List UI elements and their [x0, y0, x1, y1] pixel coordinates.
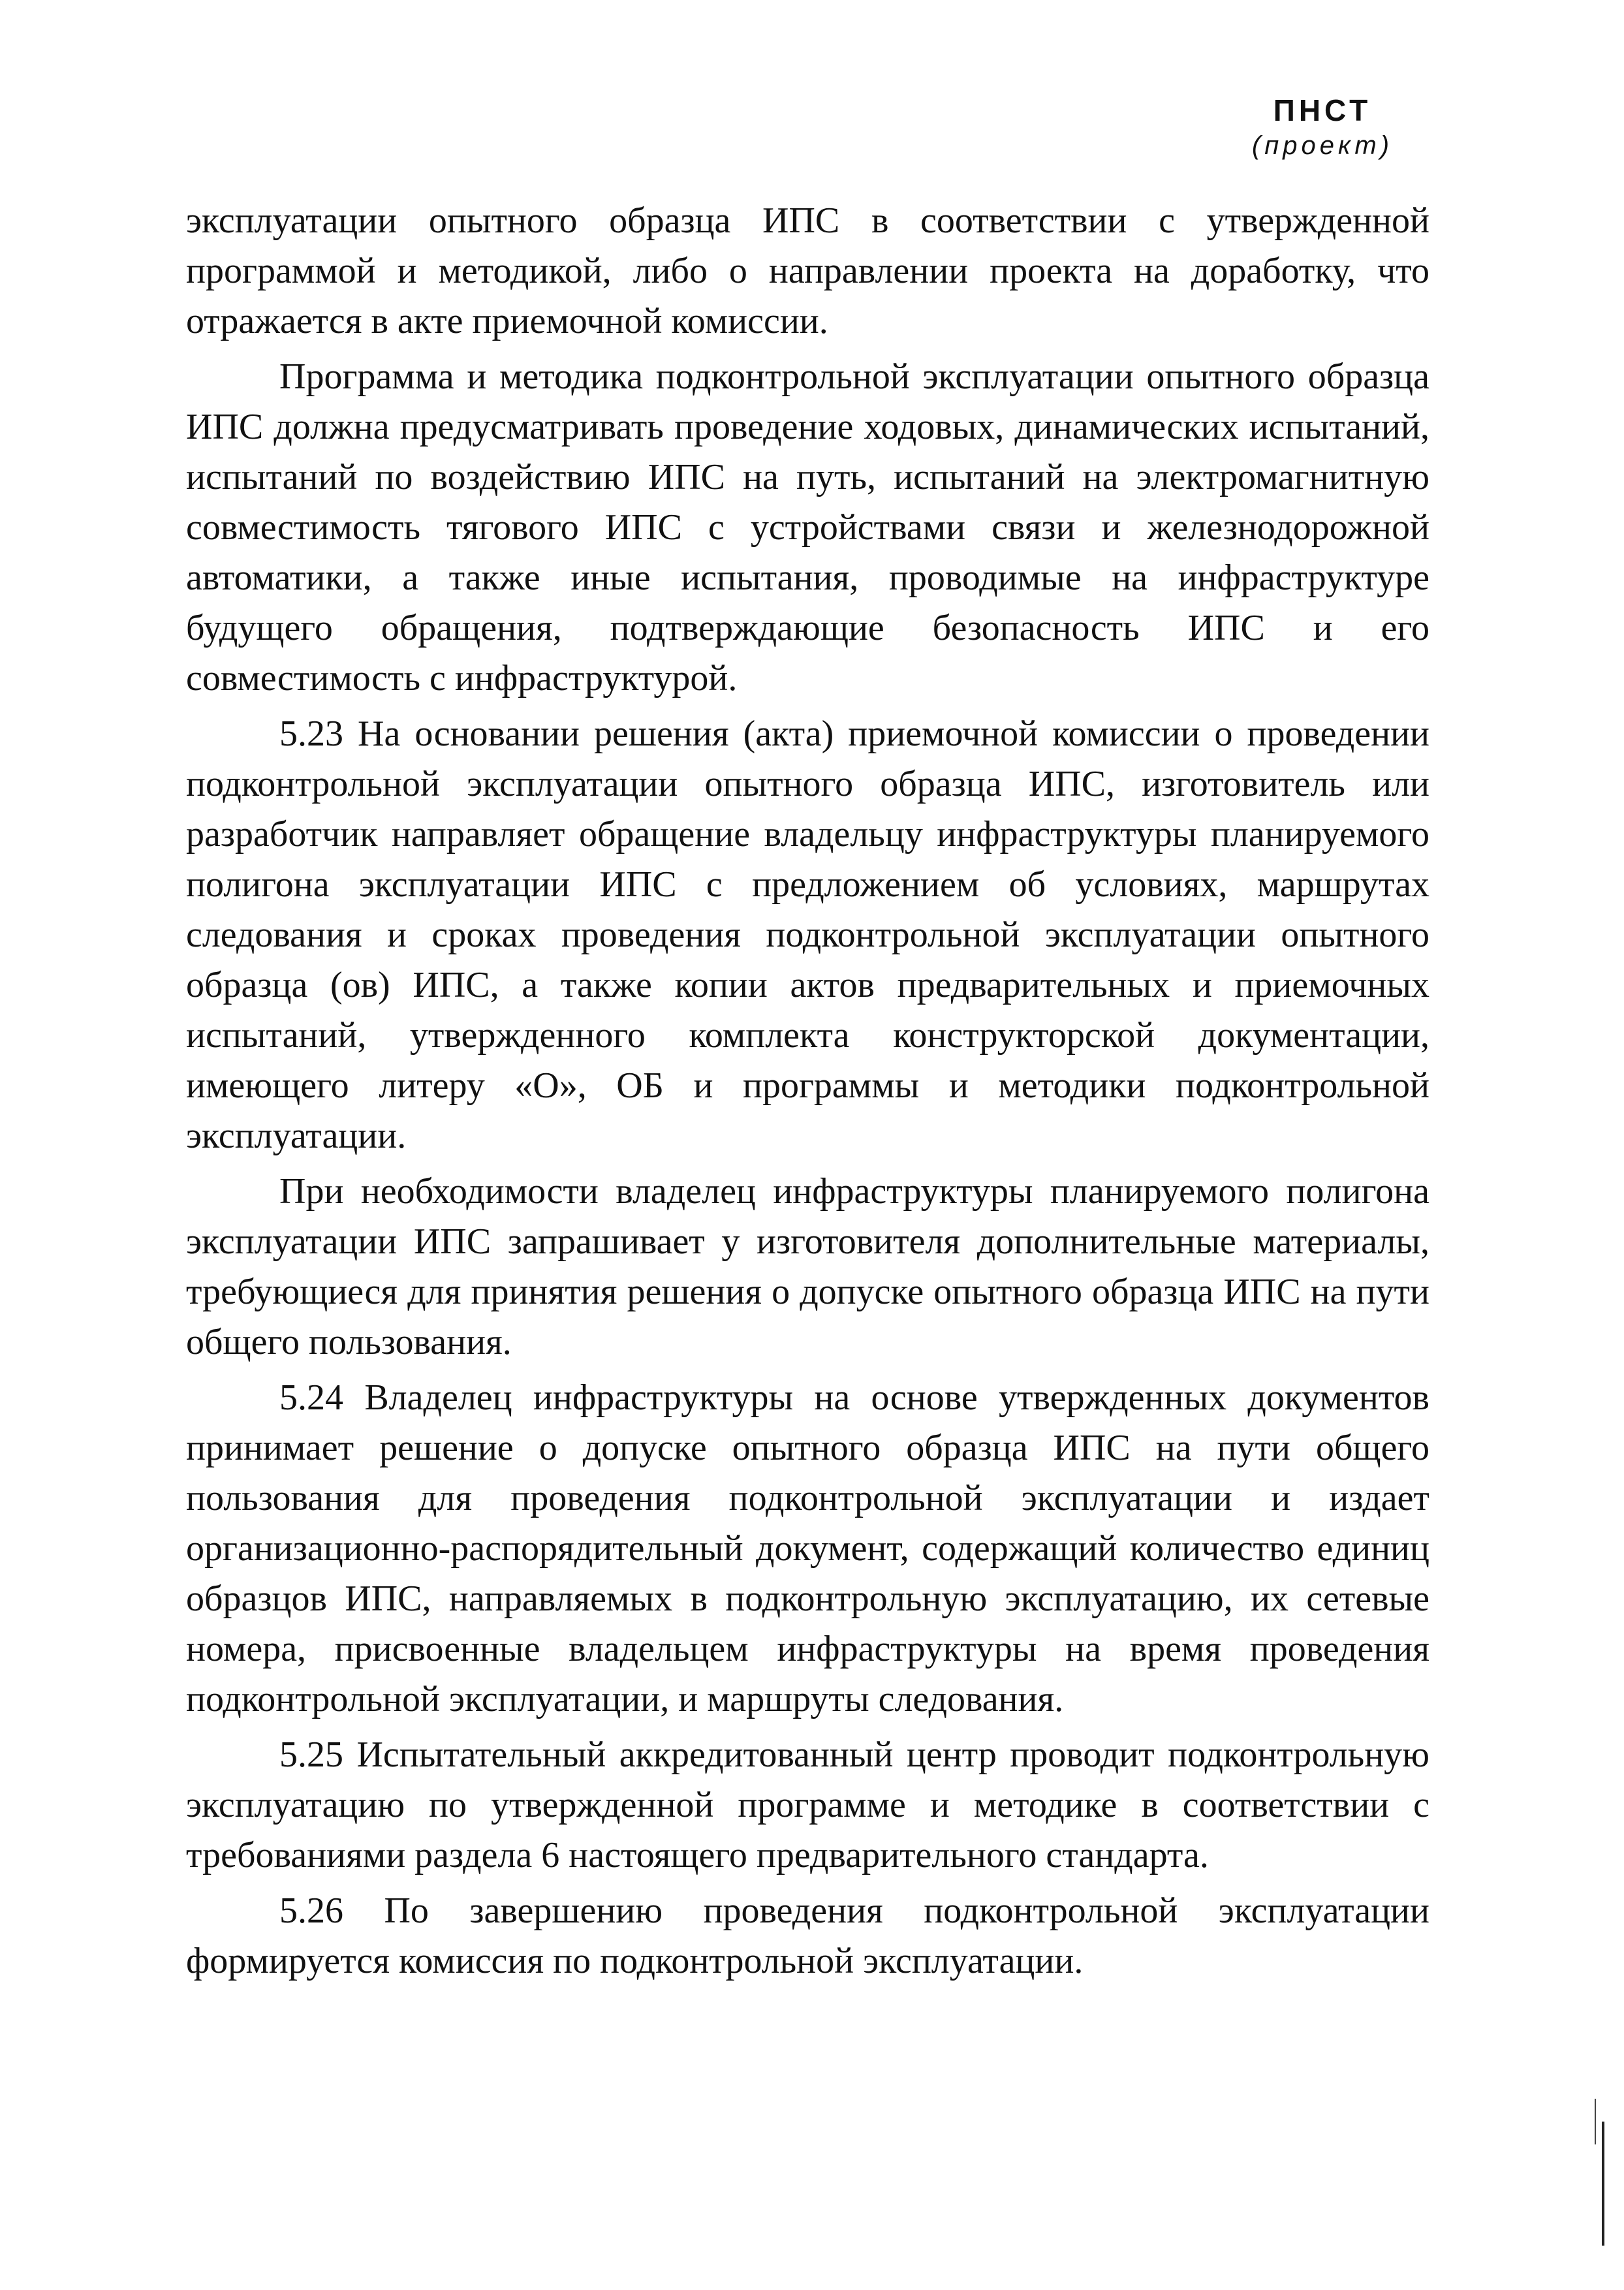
- draft-status-label: (проект): [1251, 131, 1394, 160]
- paragraph-5-26: 5.26 По завершению проведения подконтрольной эксплуатации формируется комиссия по подконтрольной эксплуатации.: [186, 1890, 1429, 1981]
- paragraph-5-25: 5.25 Испытательный аккредитованный центр проводит подконтрольную эксплуатацию по утвержденной программе и методике в соответствии с требованиями раздела 6 настоящего предварительного стандарта.: [186, 1734, 1429, 1875]
- paragraph-owner-request: При необходимости владелец инфраструктуры планируемого полигона эксплуатации ИПС запрашивает у изготовителя дополнительные материалы, требующиеся для принятия решения о допуске опытного образца ИПС на пути общего пользования.: [186, 1171, 1429, 1362]
- document-header: [1244, 91, 1401, 162]
- paragraph-continuation: эксплуатации опытного образца ИПС в соответствии с утвержденной программой и методикой, либо о направлении проекта на доработку, что отражается в акте приемочной комиссии.: [186, 200, 1429, 341]
- paragraph-5-24: 5.24 Владелец инфраструктуры на основе утвержденных документов принимает решение о допуске опытного образца ИПС на пути общего пользования для проведения подконтрольной эксплуатации и издает организационно-распорядительный документ, содержащий количество единиц образцов ИПС, направляемых в подконтрольную эксплуатацию, их сетевые номера, присвоенные владельцем инфраструктуры на время проведения подконтрольной эксплуатации, и маршруты следования.: [186, 1377, 1429, 1719]
- scan-edge-mark: [1602, 2122, 1604, 2246]
- scan-edge-mark-secondary: [1595, 2099, 1596, 2144]
- standard-type-label: ПНСТ: [1273, 93, 1372, 127]
- document-body: [186, 196, 1429, 1992]
- paragraph-5-23: 5.23 На основании решения (акта) приемочной комиссии о проведении подконтрольной эксплуатации опытного образца ИПС, изготовитель или разработчик направляет обращение владельцу инфраструктуры планируемого полигона эксплуатации ИПС с предложением об условиях, маршрутах следования и сроках проведения подконтрольной эксплуатации опытного образца (ов) ИПС, а также копии актов предварительных и приемочных испытаний, утвержденного комплекта конструкторской документации, имеющего литеру «О», ОБ и программы и методики подконтрольной эксплуатации.: [186, 714, 1429, 1156]
- paragraph-test-program: Программа и методика подконтрольной эксплуатации опытного образца ИПС должна предусматривать проведение ходовых, динамических испытаний, испытаний по воздействию ИПС на путь, испытаний на электромагнитную совместимость тягового ИПС с устройствами связи и железнодорожной автоматики, а также иные испытания, проводимые на инфраструктуре будущего обращения, подтверждающие безопасность ИПС и его совместимость с инфраструктурой.: [186, 356, 1429, 698]
